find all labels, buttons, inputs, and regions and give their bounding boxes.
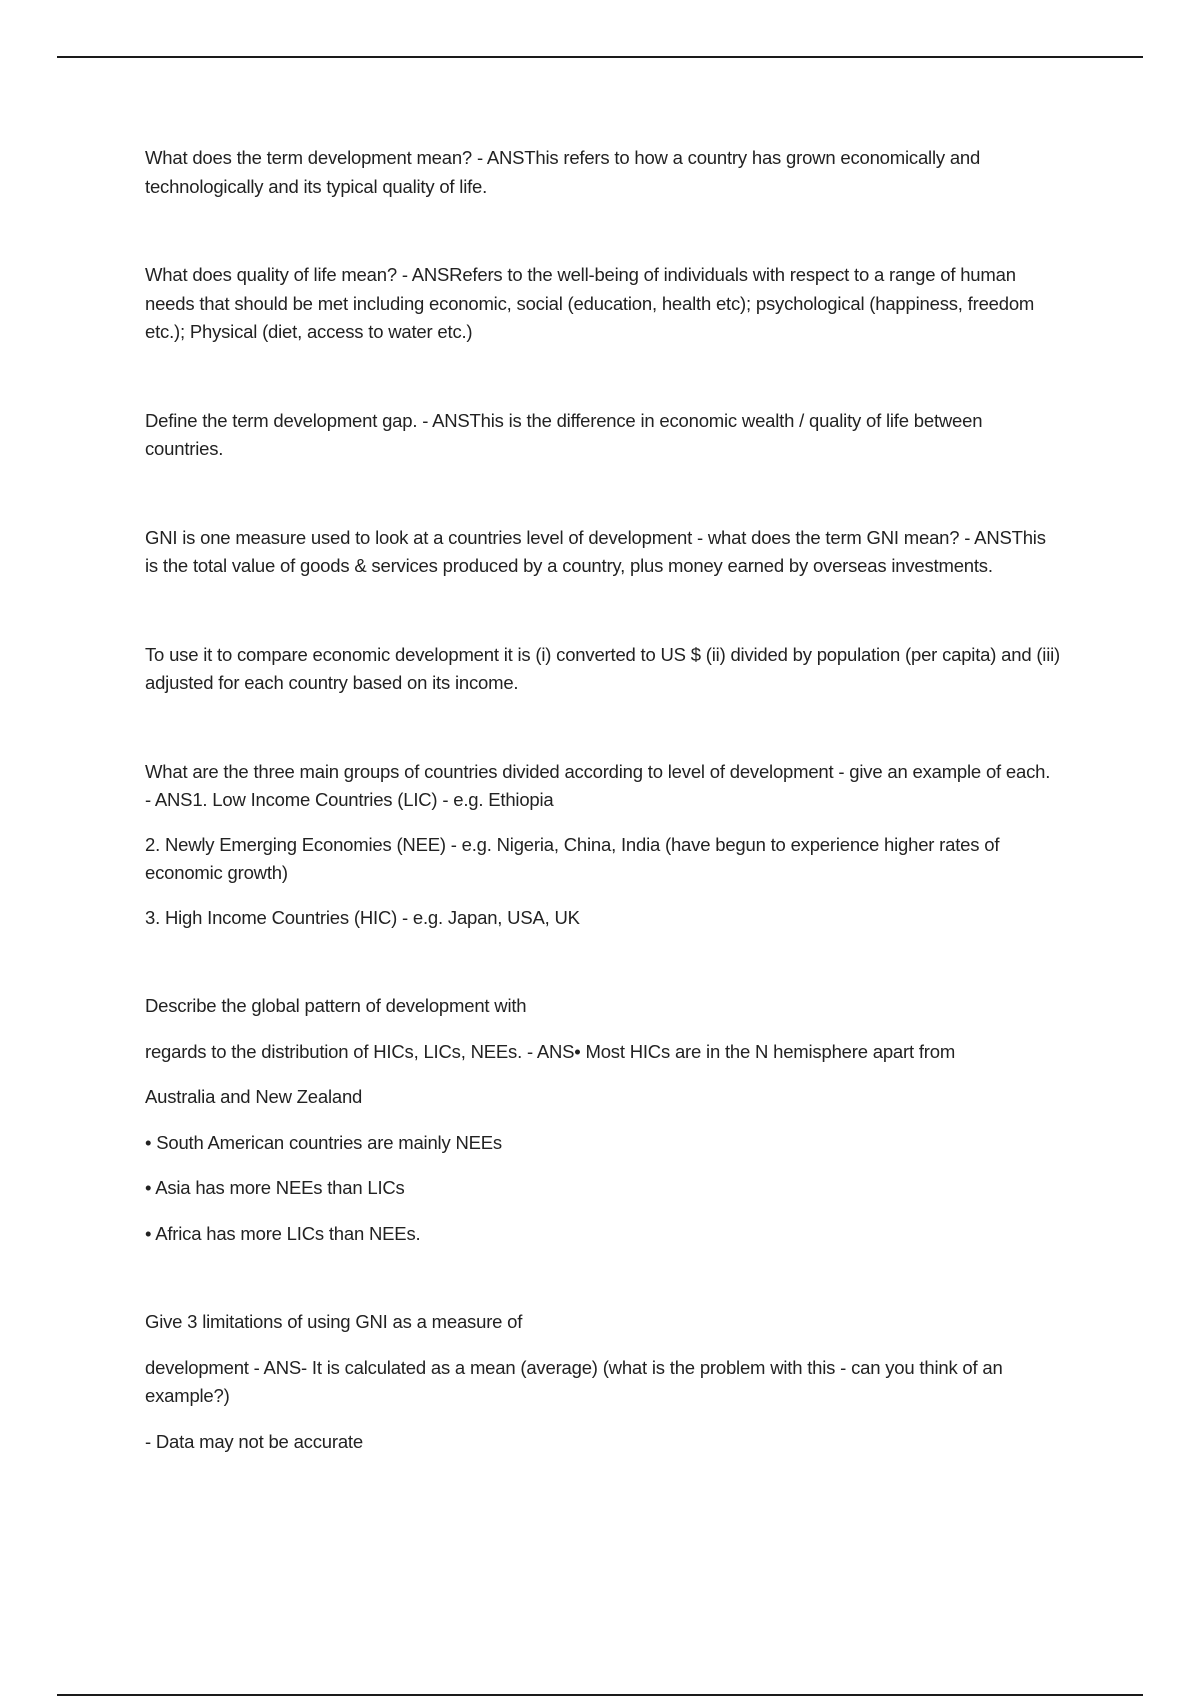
qa-text: regards to the distribution of HICs, LICs, NEEs. - ANS• Most HICs are in the N hemisphere apart from (145, 1040, 956, 1062)
qa-text: What are the three main groups of countries divided according to level of development - give an example of each. - ANS1. Low Income Countries (LIC) - e.g. Ethiopia (145, 760, 1051, 810)
qa-text: Describe the global pattern of development with (145, 995, 527, 1016)
qa-text: • Africa has more LICs than NEEs. (145, 1222, 421, 1244)
qa-text: Give 3 limitations of using GNI as a measure of (145, 1311, 523, 1332)
qa-entry (145, 992, 1060, 1248)
qa-text: Australia and New Zealand (145, 1086, 363, 1107)
qa-text: • South American countries are mainly NEEs (145, 1131, 502, 1153)
qa-text: 3. High Income Countries (HIC) - e.g. Japan, USA, UK (145, 906, 580, 928)
qa-text: - Data may not be accurate (145, 1430, 363, 1452)
qa-text: What does quality of life mean? - ANSRefers to the well-being of individuals with respect to a range of human needs that should be met including economic, social (education, health etc); psychological (happiness, freedom etc.); Physical (diet, access to water etc.) (145, 264, 1035, 342)
qa-entry (145, 641, 1060, 698)
qa-entry (145, 144, 1060, 201)
qa-entry (145, 758, 1060, 933)
qa-text: GNI is one measure used to look at a countries level of development - what does the term GNI mean? - ANSThis is the total value of goods & services produced by a country, plus money earned by overseas investments. (145, 526, 1046, 576)
qa-text: development - ANS- It is calculated as a mean (average) (what is the problem with this - can you think of an example?) (145, 1356, 1003, 1406)
qa-text: To use it to compare economic development it is (i) converted to US $ (ii) divided by population (per capita) and (iii) adjusted for each country based on its income. (145, 643, 1061, 693)
qa-entry (145, 261, 1060, 347)
qa-text: 2. Newly Emerging Economies (NEE) - e.g. Nigeria, China, India (have begun to experience higher rates of economic growth) (145, 833, 1000, 883)
top-rule (57, 56, 1143, 58)
qa-text: Define the term development gap. - ANSThis is the difference in economic wealth / quality of life between countries. (145, 409, 983, 459)
document-body (145, 144, 1060, 1516)
qa-entry (145, 1308, 1060, 1456)
bottom-rule (57, 1694, 1143, 1696)
qa-text: What does the term development mean? - ANSThis refers to how a country has grown economically and technologically and its typical quality of life. (145, 147, 981, 197)
qa-entry (145, 524, 1060, 581)
qa-entry (145, 407, 1060, 464)
qa-text: • Asia has more NEEs than LICs (145, 1177, 405, 1198)
